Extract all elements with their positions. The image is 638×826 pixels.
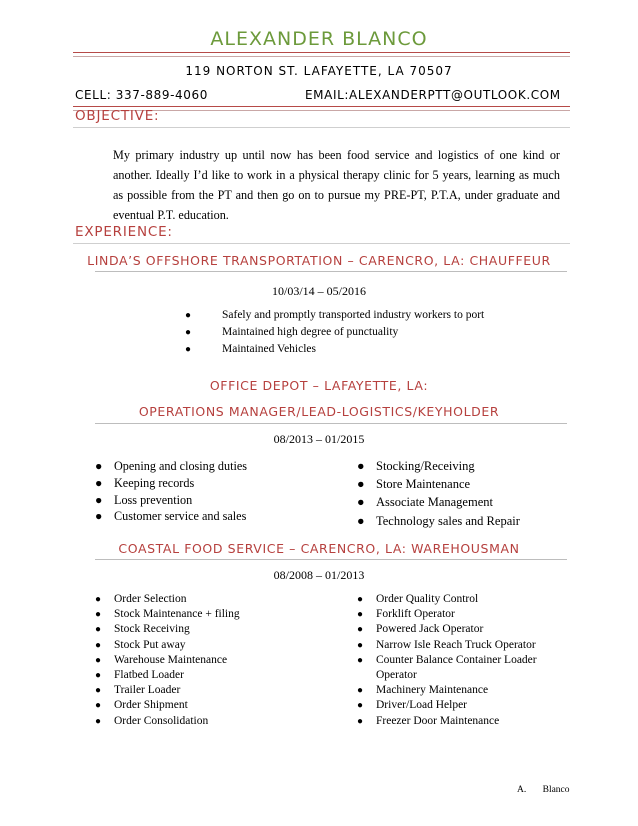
bullet-icon: ● (95, 685, 102, 697)
duty-text: Order Selection (114, 593, 187, 605)
list-item (357, 512, 572, 530)
list-item (95, 475, 325, 492)
duty-text: Maintained high degree of punctuality (222, 326, 399, 338)
duty-text: Order Consolidation (114, 714, 209, 727)
job-rule (95, 559, 567, 560)
duty-text: Keeping records (114, 475, 195, 490)
bullet-icon: ● (357, 700, 364, 712)
bullet-icon: ● (357, 624, 364, 636)
email: EMAIL:ALEXANDERPTT@OUTLOOK.COM (305, 88, 561, 102)
job-title-linda: LINDA’S OFFSHORE TRANSPORTATION – CARENCRO, LA: CHAUFFEUR (87, 253, 551, 268)
duty-text: Stock Put away (114, 638, 186, 651)
bullet-icon: ● (357, 715, 364, 727)
address: 119 NORTON ST. LAFAYETTE, LA 70507 (185, 64, 453, 78)
list-item (95, 508, 325, 525)
list-item (357, 493, 572, 511)
duty-text: Forklift Operator (376, 608, 455, 621)
bullet-icon: ● (357, 654, 364, 666)
list-item (357, 653, 572, 668)
duty-text: Operator (376, 669, 417, 682)
list-item (180, 341, 560, 358)
duty-text: Safely and promptly transported industry workers to port (222, 309, 485, 321)
duty-text: Associate Management (376, 495, 493, 510)
bullet-icon: ● (95, 670, 102, 682)
duties-list-left (95, 592, 335, 729)
job-title-office-depot: OFFICE DEPOT – LAFAYETTE, LA: (209, 378, 429, 393)
duty-text: Narrow Isle Reach Truck Operator (376, 638, 536, 651)
list-item (95, 683, 335, 698)
duty-text: Counter Balance Container Loader (376, 653, 537, 666)
list-item (180, 307, 560, 324)
bullet-icon: ● (357, 477, 365, 492)
bullet-icon: ● (95, 654, 102, 666)
bullet-icon: ● (95, 700, 102, 712)
duty-text: Driver/Load Helper (376, 699, 468, 712)
bullet-icon: ● (357, 495, 365, 510)
duty-text: Store Maintenance (376, 477, 471, 492)
bullet-icon: ● (95, 594, 102, 605)
duty-text: Flatbed Loader (114, 669, 184, 682)
experience-heading: EXPERIENCE: (75, 224, 173, 240)
bullet-icon: ● (95, 459, 103, 473)
bullet-icon: ● (357, 639, 364, 651)
candidate-name: ALEXANDER BLANCO (210, 28, 428, 50)
duties-list-right (357, 592, 572, 729)
list-item (95, 458, 325, 475)
duty-text: Order Quality Control (376, 593, 479, 605)
duty-text: Stocking/Receiving (376, 459, 475, 473)
list-item (95, 698, 335, 713)
list-item (95, 622, 335, 637)
bullet-icon: ● (185, 327, 192, 338)
cell-phone: CELL: 337-889-4060 (75, 88, 208, 102)
duty-text: Maintained Vehicles (222, 343, 316, 355)
bullet-icon: ● (95, 624, 102, 636)
duty-text: Powered Jack Operator (376, 623, 484, 636)
bullet-icon: ● (185, 310, 192, 321)
duties-list-right (357, 457, 572, 530)
list-item (95, 714, 335, 729)
duties-list (180, 307, 560, 358)
list-item (95, 492, 325, 509)
header-divider (73, 52, 570, 57)
bullet-icon: ● (185, 344, 192, 355)
list-item (357, 592, 572, 607)
experience-rule (73, 243, 570, 244)
list-item (357, 622, 572, 637)
duty-text: Loss prevention (114, 492, 193, 507)
objective-heading: OBJECTIVE: (75, 108, 160, 124)
duty-text: Stock Maintenance + filing (114, 608, 240, 621)
bullet-icon: ● (357, 685, 364, 697)
list-item (357, 638, 572, 653)
list-item (357, 607, 572, 622)
bullet-icon: ● (357, 513, 365, 528)
list-item (95, 653, 335, 668)
duties-list-left (95, 458, 325, 525)
list-item (95, 638, 335, 653)
list-item (180, 324, 560, 341)
list-item (95, 607, 335, 622)
list-item (95, 668, 335, 683)
duty-text: Opening and closing duties (114, 459, 248, 473)
bullet-icon: ● (357, 609, 364, 621)
job-dates: 10/03/14 – 05/2016 (271, 284, 366, 298)
bullet-icon: ● (95, 492, 103, 507)
bullet-icon: ● (95, 715, 102, 727)
job-rule (95, 423, 567, 424)
list-item (357, 698, 572, 713)
job-rule (95, 271, 567, 272)
list-item (357, 668, 572, 683)
duty-text: Warehouse Maintenance (114, 653, 228, 666)
job-dates: 08/2013 – 01/2015 (273, 432, 365, 446)
duty-text: Stock Receiving (114, 623, 190, 636)
job-title-coastal-food: COASTAL FOOD SERVICE – CARENCRO, LA: WAREHOUSMAN (118, 541, 520, 556)
job-dates: 08/2008 – 01/2013 (273, 568, 365, 582)
duty-text: Order Shipment (114, 699, 188, 712)
duty-text: Technology sales and Repair (376, 513, 520, 528)
job-role-office-depot: OPERATIONS MANAGER/LEAD-LOGISTICS/KEYHOLDER (138, 404, 500, 419)
duty-text: Customer service and sales (114, 509, 247, 524)
duty-text: Freezer Door Maintenance (376, 714, 500, 727)
objective-text: My primary industry up until now has been food service and logistics of one kind or another. Ideally I’d like to work in a physical therapy clinic for 5 years, learning as much as possible from the PT and then go on to pursue my PRE-PT, P.T.A, under graduate and eventual P.T. education. (113, 148, 560, 222)
bullet-icon: ● (95, 639, 102, 651)
list-item (357, 683, 572, 698)
list-item (357, 475, 572, 493)
objective-rule (73, 127, 570, 128)
footer-initials: A. Blanco (517, 785, 570, 795)
list-item (357, 714, 572, 729)
bullet-icon: ● (357, 459, 365, 473)
bullet-icon: ● (95, 475, 103, 490)
list-item (95, 592, 335, 607)
list-item (357, 457, 572, 475)
bullet-icon: ● (357, 594, 364, 605)
bullet-icon: ● (95, 609, 102, 621)
bullet-icon: ● (95, 509, 103, 524)
duty-text: Machinery Maintenance (376, 684, 489, 697)
duty-text: Trailer Loader (114, 684, 181, 697)
